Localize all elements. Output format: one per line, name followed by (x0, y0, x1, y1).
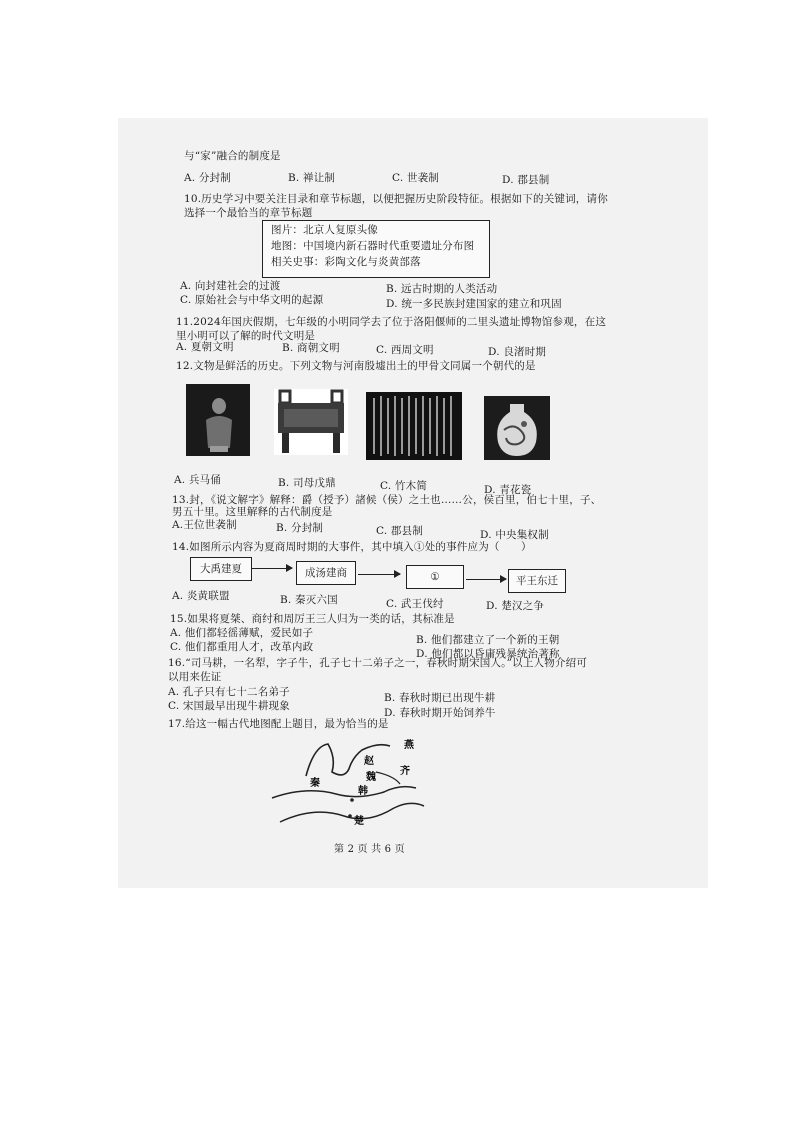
map-label-han: 韩 (358, 786, 368, 797)
q15-option-a: A. 他们都轻徭薄赋，爱民如子 (170, 627, 314, 639)
q16-option-c: C. 宋国最早出现牛耕现象 (168, 700, 290, 712)
q11-option-d: D. 良渚时期 (488, 346, 547, 358)
q12-stem: 12.文物是鲜活的历史。下列文物与河南殷墟出土的甲骨文同属一个朝代的是 (176, 360, 536, 372)
blue-white-porcelain-image (484, 396, 550, 460)
q10-option-b: B. 远古时期的人类活动 (386, 283, 498, 295)
q10-option-c: C. 原始社会与中华文明的起源 (180, 294, 324, 306)
q11-option-a: A. 夏朝文明 (176, 341, 234, 353)
bamboo-slips-image (366, 392, 462, 460)
q14-option-b: B. 秦灭六国 (280, 594, 338, 606)
flow-step-blank: ① (406, 565, 464, 589)
map-label-wei: 魏 (366, 772, 376, 783)
q10-option-a: A. 向封建社会的过渡 (180, 280, 281, 292)
q9-option-d: D. 郡县制 (502, 174, 550, 186)
q10-stem-line2: 选择一个最恰当的章节标题 (184, 207, 313, 219)
q13-stem-line2: 男五十里。这里解释的古代制度是 (172, 506, 333, 518)
q13-stem-line1: 13.封，《说文解字》解释：爵（授予）諸候（侯）之土也……公，侯百里，伯七十里，子、 (172, 494, 602, 506)
q12-option-a: A. 兵马俑 (174, 474, 221, 486)
flow-step-xia: 大禹建夏 (190, 557, 252, 581)
flow-step-shang: 成汤建商 (296, 561, 356, 585)
q11-option-b: B. 商朝文明 (282, 342, 340, 354)
q12-option-c: C. 竹木简 (380, 480, 428, 492)
q11-option-c: C. 西周文明 (376, 344, 434, 356)
page-footer: 第 2 页 共 6 页 (334, 844, 405, 855)
q11-stem-line1: 11.2024年国庆假期，七年级的小明同学去了位于洛阳偃师的二里头遗址博物馆参观，在这 (176, 316, 607, 328)
simuwu-ding-image (274, 389, 348, 455)
q14-stem: 14.如图所示内容为夏商周时期的大事件，其中填入①处的事件应为（ ） (172, 541, 532, 553)
q11-stem-line2: 里小明可以了解的时代文明是 (176, 330, 316, 342)
map-label-qin: 秦 (310, 778, 320, 789)
terracotta-warrior-image (186, 384, 250, 456)
flow-step-zhou: 平王东迁 (508, 569, 566, 593)
q16-option-d: D. 春秋时期开始饲养牛 (384, 707, 496, 719)
q10-box-line2: 地图：中国境内新石器时代重要遗址分布图 (271, 240, 475, 252)
q13-option-c: C. 郡县制 (376, 525, 424, 537)
q10-box-line1: 图片：北京人复原头像 (271, 224, 378, 236)
q9-option-c: C. 世袭制 (392, 172, 440, 184)
q10-option-d: D. 统一多民族封建国家的建立和巩固 (386, 298, 562, 310)
map-label-zhao: 赵 (364, 756, 374, 767)
q9-stem: 与“家”融合的制度是 (184, 150, 281, 162)
q13-option-a: A.王位世袭制 (172, 519, 237, 531)
map-label-chu: 楚 (354, 816, 364, 827)
flow-arrow-2 (358, 574, 400, 575)
flow-arrow-1 (252, 568, 292, 569)
q16-option-a: A. 孔子只有七十二名弟子 (168, 686, 290, 698)
q14-option-a: A. 炎黄联盟 (172, 590, 230, 602)
q13-option-d: D. 中央集权制 (480, 529, 549, 541)
q16-stem-line2: 以用来佐证 (168, 671, 222, 683)
q10-box-line3: 相关史事：彩陶文化与炎黄部落 (271, 256, 421, 268)
q15-option-c: C. 他们都重用人才，改革内政 (170, 641, 314, 653)
map-label-yan: 燕 (404, 740, 414, 751)
q12-option-d: D. 青花瓷 (484, 484, 532, 496)
q16-option-b: B. 春秋时期已出现牛耕 (384, 692, 496, 704)
q15-stem: 15.如果将夏桀、商纣和周厉王三人归为一类的话，其标准是 (170, 613, 455, 625)
q12-option-b: B. 司母戊鼎 (278, 477, 336, 489)
q15-option-d: D. 他们都以昏庸残暴统治著称 (416, 648, 560, 660)
q14-option-d: D. 楚汉之争 (486, 600, 545, 612)
q15-option-b: B. 他们都建立了一个新的王朝 (416, 634, 560, 646)
q14-option-c: C. 武王伐纣 (386, 598, 444, 610)
q10-stem-line1: 10.历史学习中要关注目录和章节标题，以便把握历史阶段特征。根据如下的关键词，请你 (184, 193, 608, 205)
q16-stem-line1: 16.“司马耕，一名犁，字子牛，孔子七十二弟子之一，春秋时期宋国人。”以上人物介绍可 (168, 657, 588, 669)
q17-stem: 17.给这一幅古代地图配上题目，最为恰当的是 (168, 718, 389, 730)
q9-option-a: A. 分封制 (184, 172, 231, 184)
q9-option-b: B. 禅让制 (288, 172, 336, 184)
q10-keyword-box (262, 220, 490, 278)
ancient-map (266, 736, 436, 828)
flow-arrow-3 (466, 579, 506, 580)
map-label-qi: 齐 (400, 766, 410, 777)
q13-option-b: B. 分封制 (276, 522, 324, 534)
